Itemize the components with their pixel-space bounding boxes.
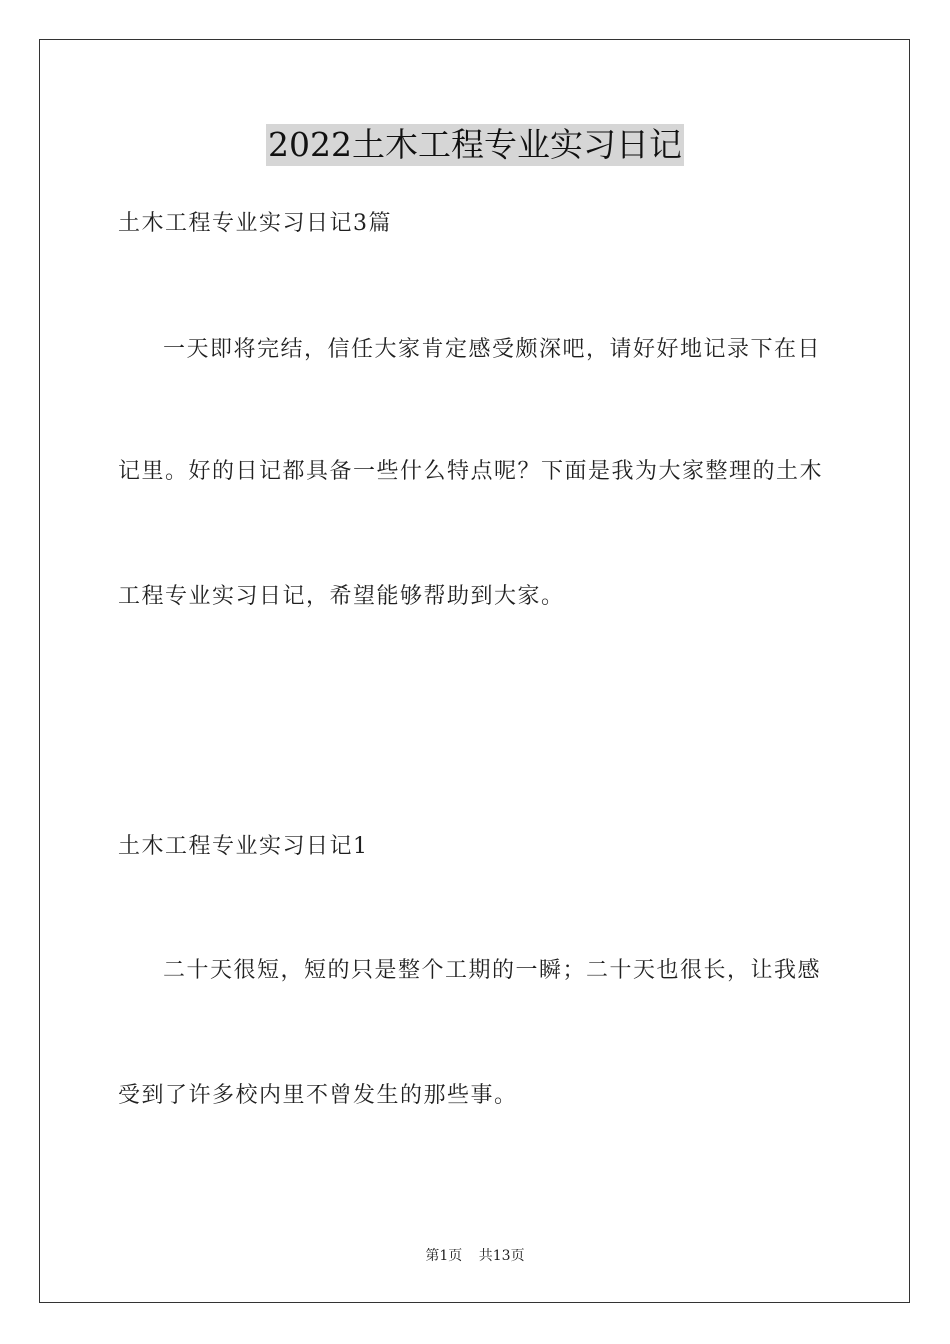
intro-line-3: 工程专业实习日记，希望能够帮助到大家。 [118, 584, 565, 609]
section-line-2: 受到了许多校内里不曾发生的那些事。 [118, 1083, 518, 1108]
title-container [0, 124, 950, 166]
page-total: 共13页 [478, 1248, 525, 1264]
page-number: 第1页 [425, 1248, 463, 1264]
intro-line-2: 记里。好的日记都具备一些什么特点呢？下面是我为大家整理的土木 [118, 459, 824, 484]
page-footer [0, 1246, 950, 1266]
section-line-1: 二十天很短，短的只是整个工期的一瞬；二十天也很长，让我感 [163, 958, 822, 983]
intro-line-1: 一天即将完结，信任大家肯定感受颇深吧，请好好地记录下在日 [163, 337, 822, 362]
document-title: 2022土木工程专业实习日记 [268, 125, 682, 164]
document-subtitle: 土木工程专业实习日记3篇 [118, 211, 392, 236]
section-heading: 土木工程专业实习日记1 [118, 834, 369, 859]
